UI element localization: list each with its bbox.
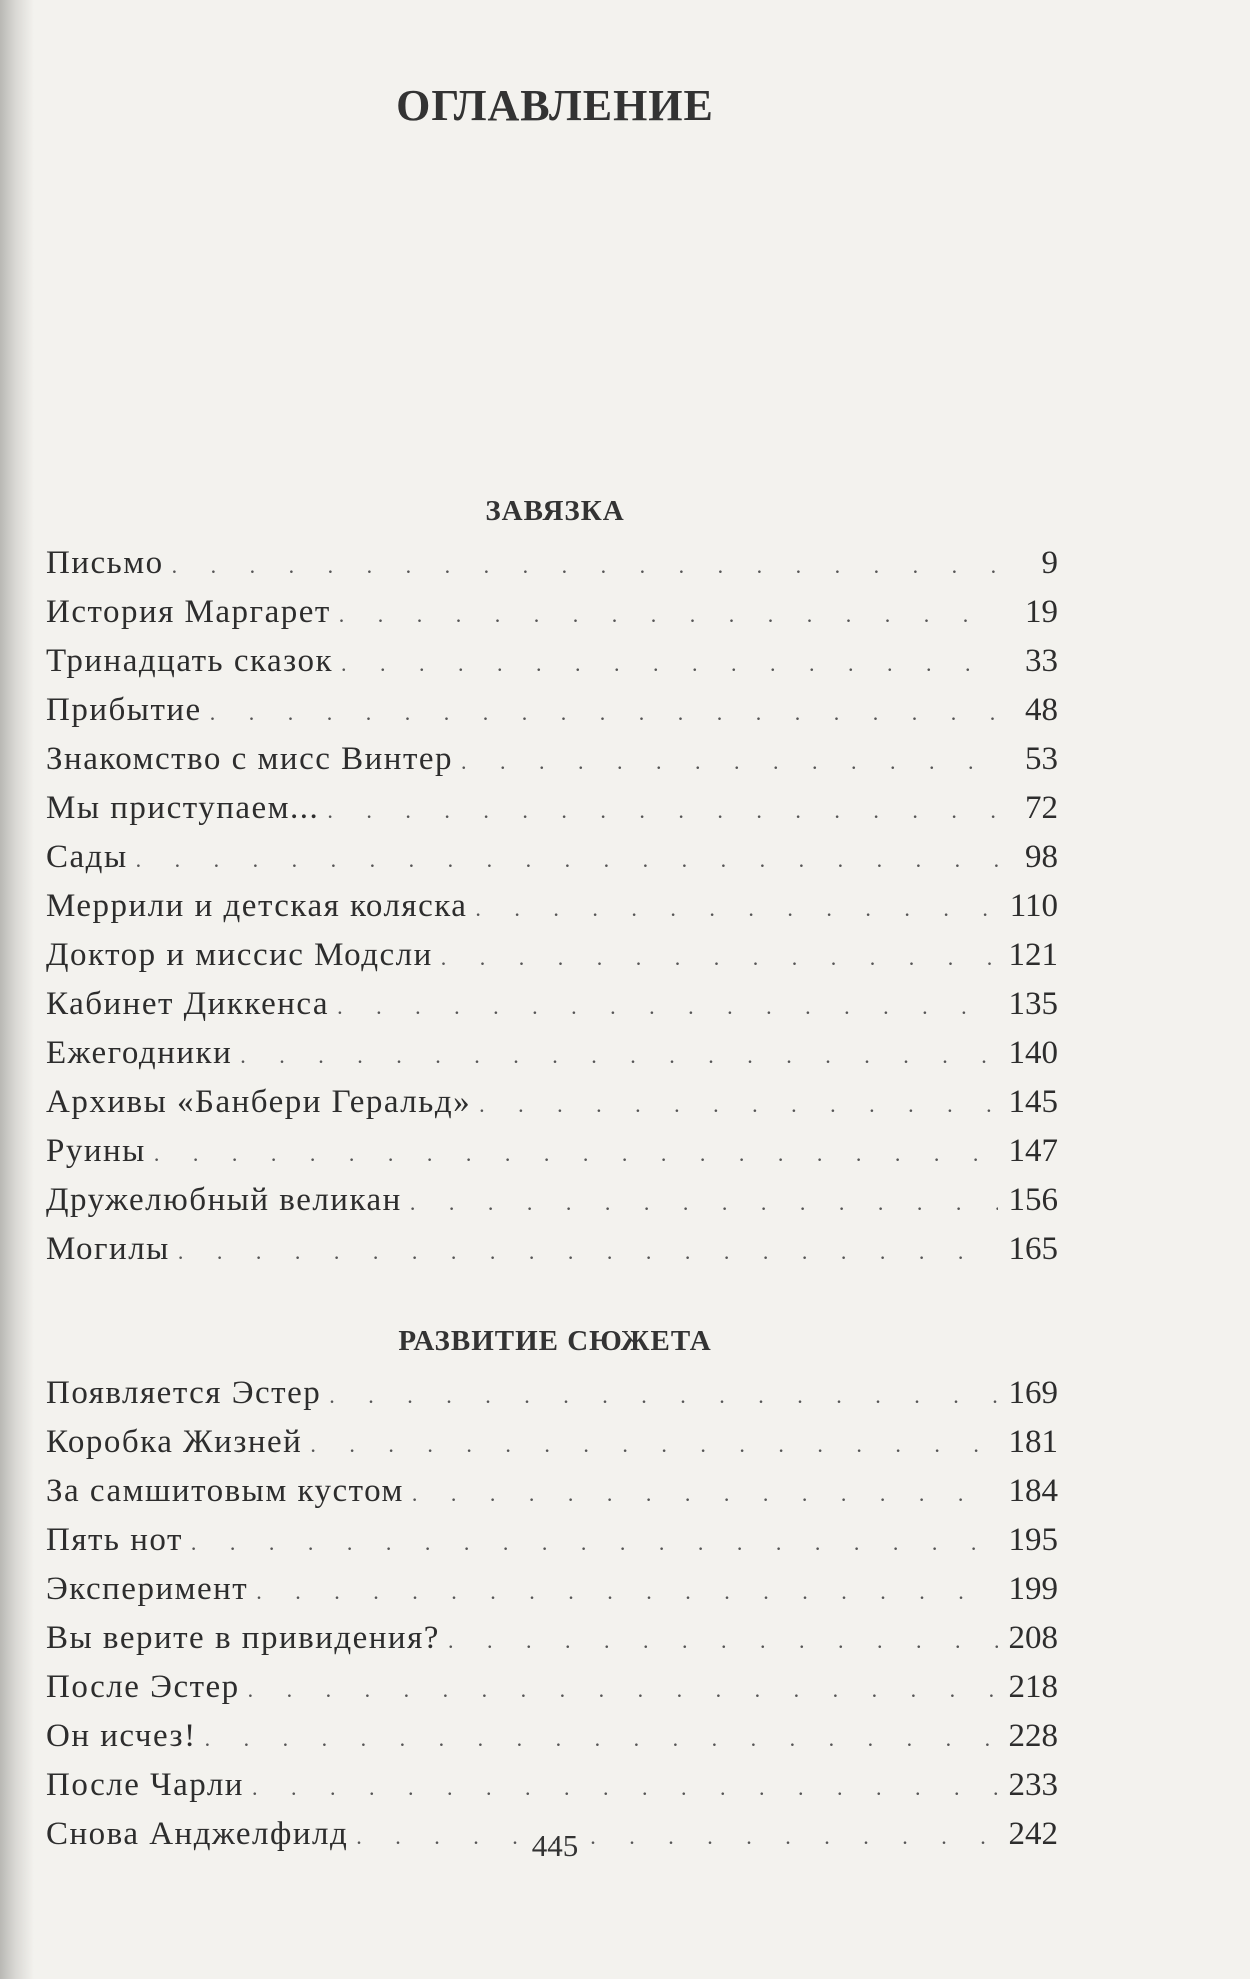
dot-leader [178, 1239, 998, 1265]
entry-page: 147 [1008, 1133, 1058, 1169]
entry-page: 233 [1008, 1767, 1058, 1803]
entry-title: Архивы «Банбери Геральд» [46, 1084, 472, 1120]
entry-page: 98 [1025, 839, 1058, 875]
entry-title: Мы приступаем... [46, 790, 320, 826]
entry-page: 121 [1008, 937, 1058, 973]
entry-title: Он исчез! [46, 1718, 197, 1754]
entry-title: Меррили и детская коляска [46, 888, 468, 924]
dot-leader [310, 1432, 998, 1458]
dot-leader [205, 1726, 998, 1752]
dot-leader [410, 1190, 998, 1216]
entry-title: После Чарли [46, 1767, 244, 1803]
entry-title: Прибытие [46, 692, 202, 728]
entry-page: 53 [1025, 741, 1058, 777]
dot-leader [240, 1043, 998, 1069]
entry-page: 156 [1008, 1182, 1058, 1218]
entry-title: Тринадцать сказок [46, 643, 334, 679]
toc-entry[interactable] [46, 888, 1058, 937]
entry-title: Вы верите в привидения? [46, 1620, 440, 1656]
dot-leader [339, 602, 998, 628]
entry-page: 199 [1008, 1571, 1058, 1607]
dot-leader [154, 1141, 998, 1167]
entry-title: Письмо [46, 545, 164, 581]
dot-leader [210, 700, 998, 726]
dot-leader [461, 749, 998, 775]
entry-title: Знакомство с мисс Винтер [46, 741, 454, 777]
entry-page: 208 [1008, 1620, 1058, 1656]
page-number: 445 [531, 1828, 579, 1863]
toc-entry[interactable] [46, 1767, 1058, 1816]
entry-title: Появляется Эстер [46, 1375, 322, 1411]
section-heading-razvitie-syuzheta: РАЗВИТИЕ СЮЖЕТА [398, 1325, 712, 1357]
entry-title: Руины [46, 1133, 146, 1169]
dot-leader [479, 1092, 998, 1118]
toc-entry[interactable] [46, 545, 1058, 594]
entry-title: Снова Анджелфилд [46, 1816, 349, 1852]
dot-leader [327, 798, 998, 824]
entry-title: После Эстер [46, 1669, 240, 1705]
entry-page: 181 [1008, 1424, 1058, 1460]
dot-leader [136, 847, 998, 873]
section-heading-zavyazka: ЗАВЯЗКА [485, 495, 625, 527]
dot-leader [172, 553, 998, 579]
entry-page: 48 [1025, 692, 1058, 728]
entry-page: 145 [1008, 1084, 1058, 1120]
entry-page: 169 [1008, 1375, 1058, 1411]
dot-leader [448, 1628, 998, 1654]
entry-page: 242 [1008, 1816, 1058, 1852]
toc-entry[interactable] [46, 839, 1058, 888]
toc-entry[interactable] [46, 1718, 1058, 1767]
dot-leader [341, 651, 998, 677]
entry-page: 218 [1008, 1669, 1058, 1705]
toc-entry[interactable] [46, 790, 1058, 839]
dot-leader [252, 1775, 998, 1801]
dot-leader [441, 945, 998, 971]
entry-title: Кабинет Диккенса [46, 986, 330, 1022]
entry-page: 184 [1008, 1473, 1058, 1509]
toc-entry[interactable] [46, 1571, 1058, 1620]
toc-entry[interactable] [46, 1620, 1058, 1669]
dot-leader [475, 896, 998, 922]
entry-page: 9 [1041, 545, 1058, 581]
entry-title: Ежегодники [46, 1035, 233, 1071]
toc-entry[interactable] [46, 643, 1058, 692]
toc-entry[interactable] [46, 1182, 1058, 1231]
toc-entry[interactable] [46, 594, 1058, 643]
dot-leader [248, 1677, 998, 1703]
entry-page: 72 [1025, 790, 1058, 826]
entry-title: Доктор и миссис Модсли [46, 937, 433, 973]
entry-title: Пять нот [46, 1522, 183, 1558]
entry-page: 140 [1008, 1035, 1058, 1071]
toc-entry[interactable] [46, 1231, 1058, 1280]
entry-title: Дружелюбный великан [46, 1182, 402, 1218]
entry-title: Сады [46, 839, 128, 875]
entry-page: 135 [1008, 986, 1058, 1022]
toc-entry[interactable] [46, 1084, 1058, 1133]
entry-title: Могилы [46, 1231, 170, 1267]
toc-entry[interactable] [46, 1133, 1058, 1182]
entry-title: Эксперимент [46, 1571, 249, 1607]
entry-page: 110 [1009, 888, 1058, 924]
toc-entry[interactable] [46, 1375, 1058, 1424]
entry-page: 195 [1008, 1522, 1058, 1558]
toc-entry[interactable] [46, 1424, 1058, 1473]
toc-entry[interactable] [46, 937, 1058, 986]
toc-entry[interactable] [46, 1669, 1058, 1718]
toc-section-razvitie-syuzheta [46, 1375, 1058, 1865]
entry-page: 228 [1008, 1718, 1058, 1754]
toc-entry[interactable] [46, 986, 1058, 1035]
entry-title: За самшитовым кустом [46, 1473, 404, 1509]
toc-entry[interactable] [46, 1522, 1058, 1571]
entry-title: История Маргарет [46, 594, 331, 630]
toc-entry[interactable] [46, 1035, 1058, 1084]
dot-leader [329, 1383, 998, 1409]
page-edge-shadow [0, 0, 34, 1979]
toc-section-zavyazka [46, 545, 1058, 1280]
dot-leader [256, 1579, 998, 1605]
dot-leader [337, 994, 998, 1020]
dot-leader [412, 1481, 998, 1507]
dot-leader [191, 1530, 998, 1556]
toc-entry[interactable] [46, 692, 1058, 741]
entry-page: 19 [1025, 594, 1058, 630]
entry-page: 165 [1008, 1231, 1058, 1267]
entry-page: 33 [1025, 643, 1058, 679]
page-title: ОГЛАВЛЕНИЕ [396, 81, 714, 130]
toc-entry[interactable] [46, 741, 1058, 790]
toc-entry[interactable] [46, 1473, 1058, 1522]
entry-title: Коробка Жизней [46, 1424, 303, 1460]
